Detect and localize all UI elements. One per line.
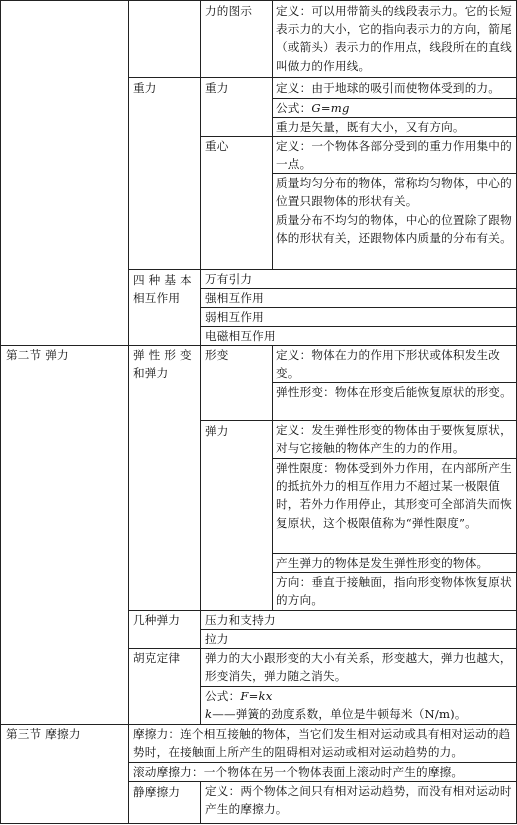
rule: [272, 0, 273, 269]
hooke-formula-prefix: 公式：: [205, 689, 241, 703]
static-friction-label: 静摩擦力: [133, 785, 181, 799]
four-interactions-item: 电磁相互作用: [205, 329, 276, 343]
rule: [0, 0, 517, 1]
elastic-source-note: 产生弹力的物体是发生弹性形变的物体。: [276, 556, 489, 570]
hooke-k-text: ——弹簧的劲度系数，单位是牛顿每米（N/m)。: [212, 707, 467, 721]
center-of-gravity-definition: 定义：一个物体各部分受到的重力作用集中的一点。: [276, 139, 512, 172]
gravity-formula: [276, 99, 512, 117]
hooke-law-description: 弹力的大小跟形变的大小有关系，形变越大，弹力也越大，形变消失，弹力随之消失。: [205, 651, 512, 684]
center-nonuniform-note: 质量分布不均匀的物体，中心的位置除了跟物体的形状有关，还跟物体内质量的分布有关。: [276, 213, 512, 246]
elastic-limit-note: 弹性限度：物体受到外力作用，在内部所产生的抵抗外力的相互作用力不超过某一极限值时，若外力作用停止，其形变可全部消失而恢复原状，这个极限值称为“弹性限度”。: [276, 461, 512, 530]
rule: [0, 0, 1, 824]
four-interactions-item: 强相互作用: [205, 291, 264, 305]
gravity-definition: 定义：由于地球的吸引而使物体受到的力。: [276, 81, 501, 95]
elastic-deformation-note: 弹性形变：物体在形变后能恢复原状的形变。: [276, 385, 512, 399]
rule: [200, 0, 201, 724]
four-interactions-item: 弱相互作用: [205, 310, 264, 324]
section-2-title: 第二节 弹力: [6, 348, 69, 362]
deformation-subtopic: 形变: [205, 348, 229, 362]
hooke-law-label: 胡克定律: [133, 651, 181, 665]
hooke-formula-expr: F=kx: [240, 689, 273, 703]
rule: [0, 823, 517, 824]
rule: [272, 345, 273, 610]
hooke-law-formula: [205, 687, 512, 705]
gravity-subtopic: 重力: [205, 81, 229, 95]
elastic-force-subtopic: 弹力: [205, 424, 229, 438]
kinds-of-elastic-force-item: 压力和支持力: [205, 613, 276, 627]
hooke-k-symbol: k: [205, 707, 213, 721]
kinds-of-elastic-force-label: 几种弹力: [133, 613, 181, 627]
elastic-force-definition: 定义：发生弹性形变的物体由于要恢复原状，对与它接触的物体产生的力的作用。: [276, 423, 512, 456]
static-friction-definition: 定义：两个物体之间只有相对运动趋势，而没有相对运动时产生的摩擦力。: [205, 784, 512, 817]
elastic-topic: 弹 性 形 变 和弹力: [133, 348, 192, 381]
friction-definition: 摩擦力：连个相互接触的物体，当它们发生相对运动或具有相对运动的趋势时，在接触面上所产生的阻碍相对运动或相对运动趋势的力。: [133, 727, 511, 760]
gravity-formula-expr: G=mg: [311, 101, 350, 115]
hooke-k-description: [205, 705, 512, 723]
rule: [128, 77, 517, 78]
center-of-gravity-subtopic: 重心: [205, 139, 229, 153]
gravity-topic: 重力: [133, 81, 157, 95]
force-diagram-definition: 定义：可以用带箭头的线段表示力。它的长短表示力的大小，它的指向表示力的方向，箭尾（或箭头）表示力的作用点，线段所在的直线叫做力的作用线。: [276, 4, 512, 73]
four-interactions-label: 四 种 基 本 相互作用: [133, 273, 192, 306]
rule: [128, 0, 129, 824]
section-3-title: 第三节 摩擦力: [6, 727, 81, 741]
kinds-of-elastic-force-item: 拉力: [205, 632, 229, 646]
deformation-definition: 定义：物体在力的作用下形状或体积发生改变。: [276, 348, 501, 381]
center-uniform-note: 质量均匀分布的物体，常称均匀物体，中心的位置只跟物体的形状有关。: [276, 176, 512, 209]
elastic-direction-note: 方向：垂直于接触面，指向形变物体恢复原状的方向。: [276, 575, 512, 608]
gravity-vector-note: 重力是矢量，既有大小，又有方向。: [276, 120, 465, 134]
rolling-friction-note: 滚动摩擦力：一个物体在另一个物体表面上滚动时产生的摩擦。: [133, 765, 464, 779]
four-interactions-item: 万有引力: [205, 272, 253, 286]
force-diagram-label: 力的图示: [205, 4, 253, 18]
rule: [200, 781, 201, 824]
gravity-formula-prefix: 公式：: [276, 101, 312, 115]
